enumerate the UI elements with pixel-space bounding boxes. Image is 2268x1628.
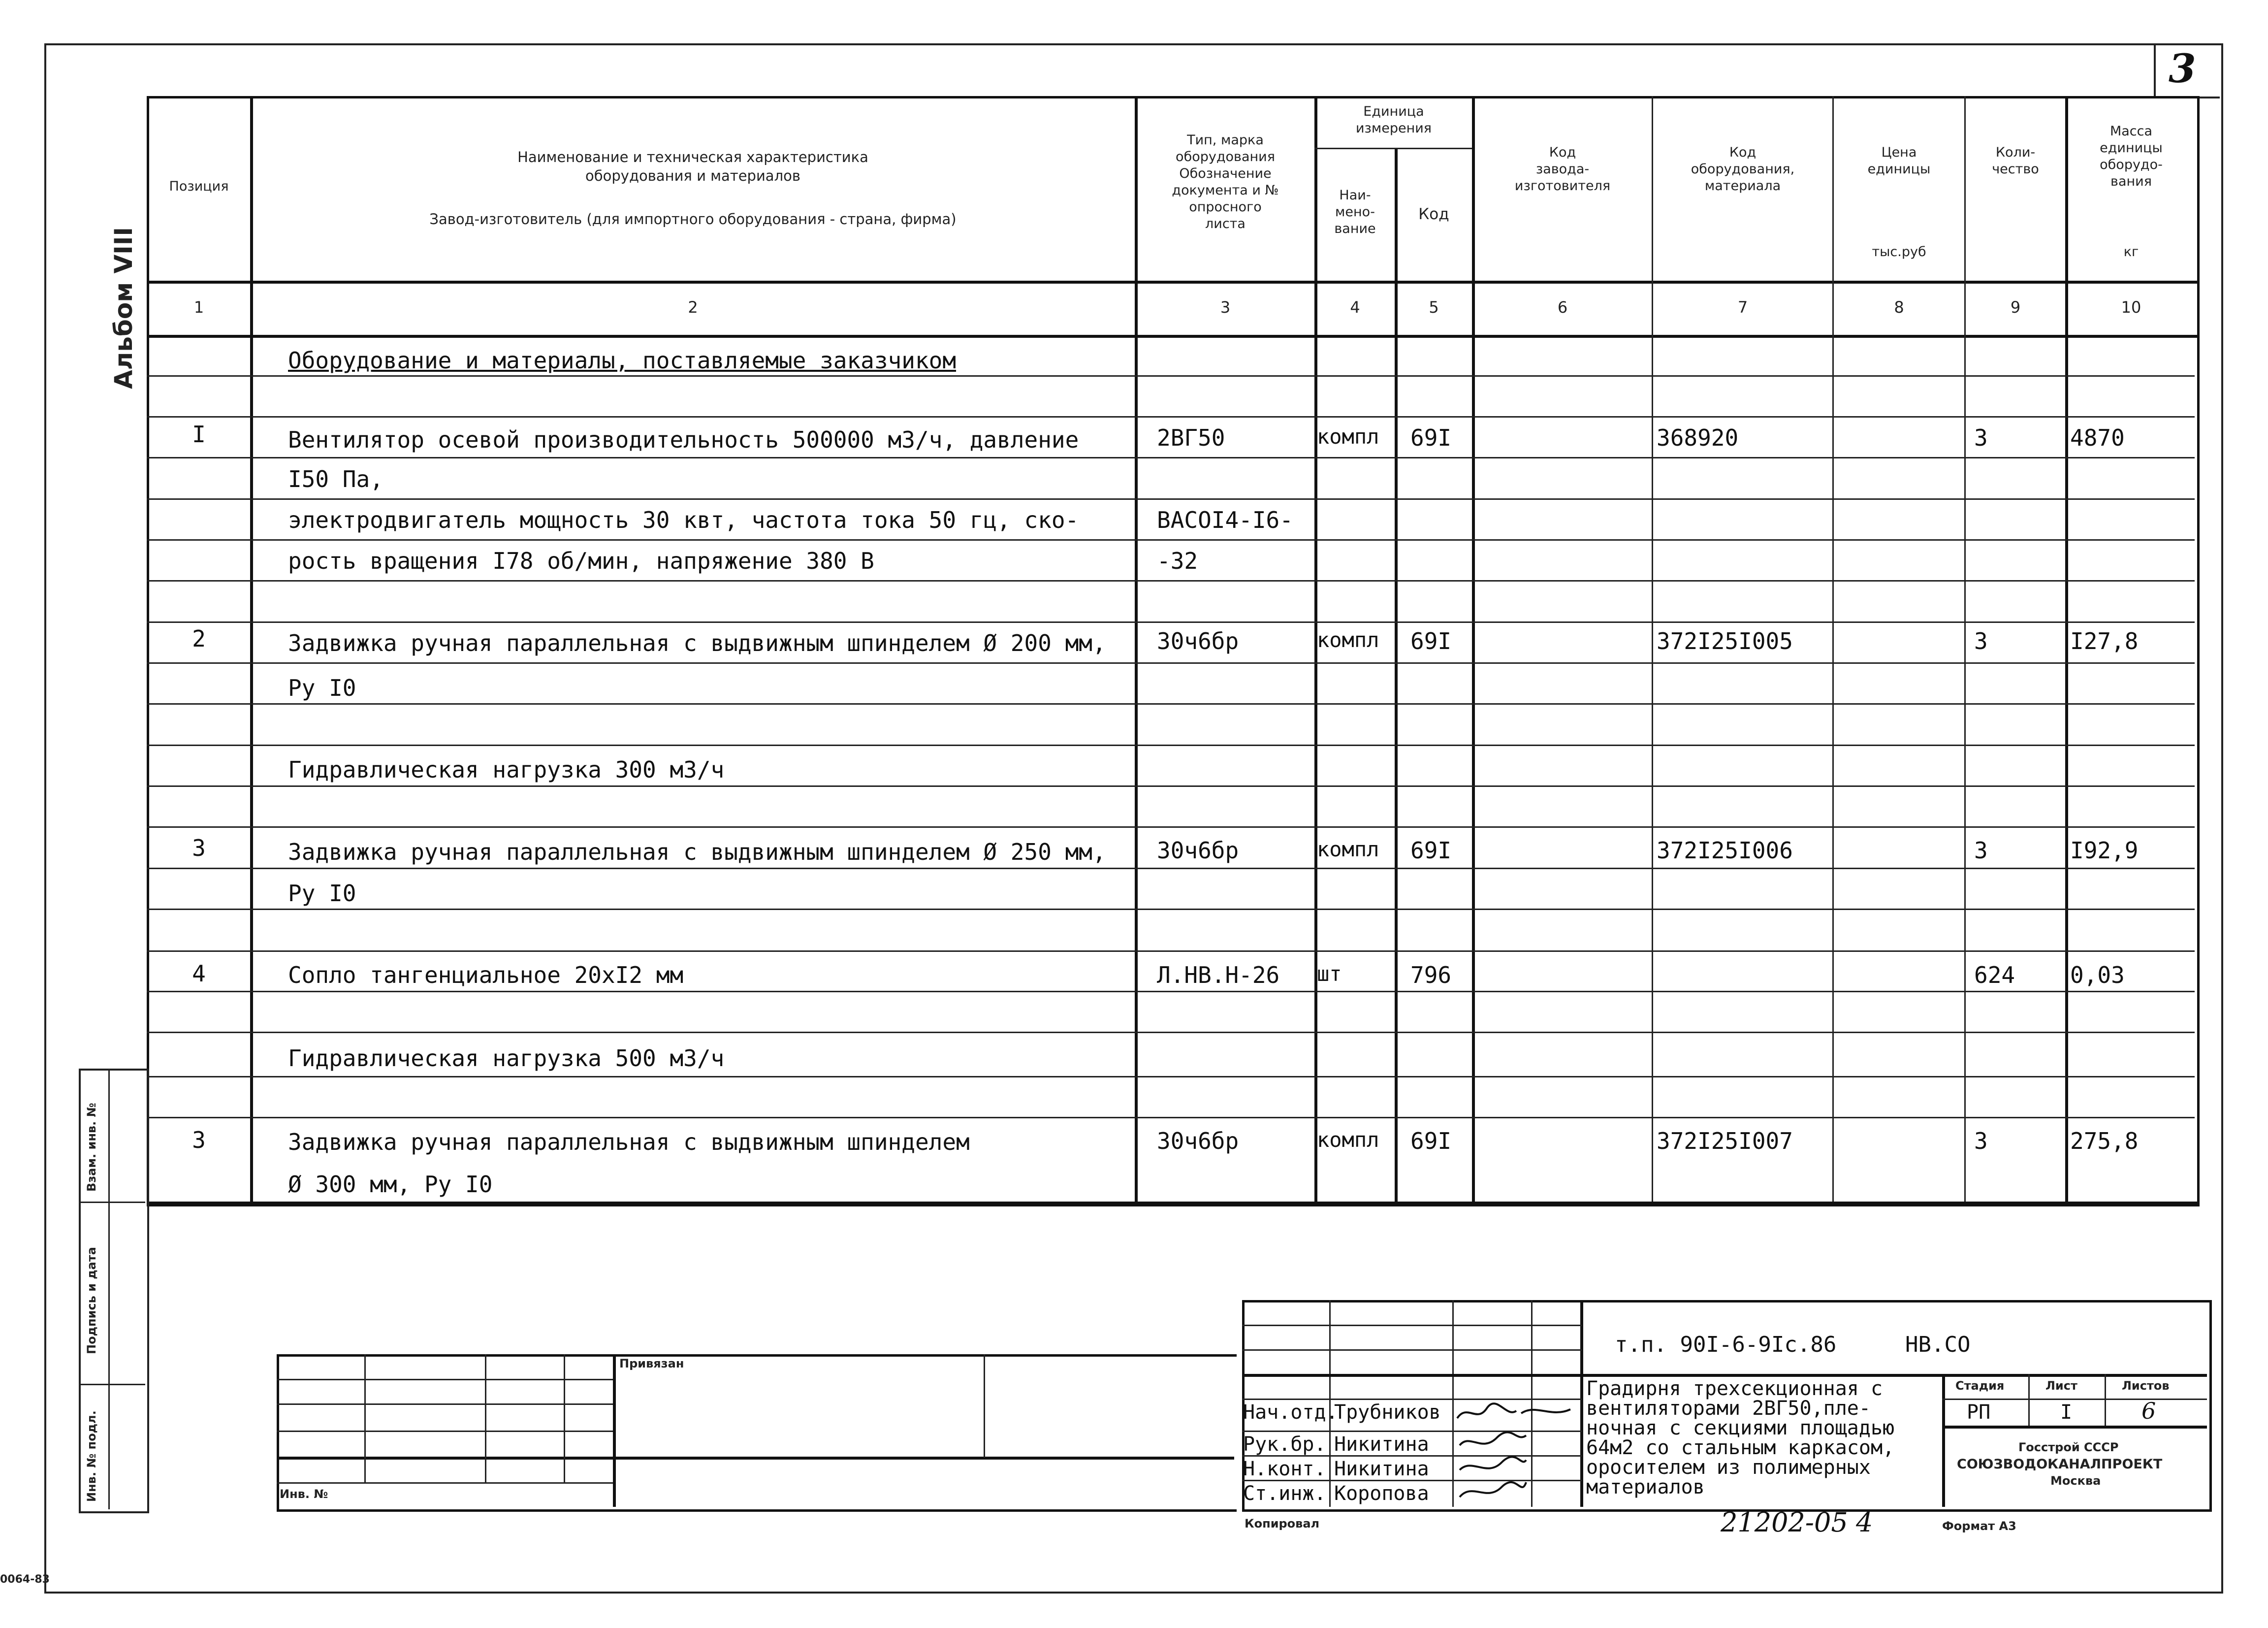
numbers-row-line [147,335,2197,338]
copied-label: Копировал [1245,1517,1320,1530]
row-mass: I92,9 [2070,837,2139,864]
archive-sheet: 4 [1856,1507,1873,1538]
sheets-label: Листов [2122,1379,2170,1393]
row-position: 3 [192,1127,206,1153]
row-name: Ру I0 [288,880,356,907]
row-line [147,703,2195,705]
row-quantity: 3 [1974,837,1988,864]
stage-value: РП [1967,1401,1991,1424]
row-line [147,1117,2195,1118]
binding-block [277,1354,1237,1512]
stamp-row [1242,1374,2207,1377]
sheet-value: I [2060,1401,2073,1424]
binding-line [277,1482,614,1484]
col-line-1 [250,96,253,1204]
row-code: 69I [1410,628,1452,654]
table-bottom-line [147,1202,2197,1205]
row-line [147,868,2195,869]
row-position: 4 [192,960,206,987]
row-type: 30ч6бр [1157,837,1239,864]
row-type: Л.НВ.Н-26 [1157,962,1280,988]
stage-row [1942,1399,2207,1400]
row-type: 2ВГ50 [1157,424,1225,451]
row-equipment-code: 372I25I007 [1657,1128,1793,1154]
row-unit: компл [1317,628,1379,652]
stamp-row [1242,1325,1582,1326]
role-head: Нач.отд. [1243,1401,1338,1424]
header-unit-code: Код [1418,205,1449,223]
name-head: Трубников [1334,1401,1441,1424]
row-equipment-code: 368920 [1657,424,1739,451]
row-name: Сопло тангенциальное 20хI2 мм [288,962,684,988]
corner-code: 0064-83 [0,1573,50,1586]
binding-col [564,1354,565,1482]
row-line [147,416,2195,418]
col-line-5 [1472,96,1475,1204]
left-strip-divider [108,1069,110,1509]
stage-row [1942,1426,2207,1429]
header-name-line1: Наименование и техническая характеристика [517,149,868,165]
role-control: Н.конт. [1243,1458,1326,1480]
col-line-2 [1135,96,1138,1204]
inventory-label: Инв. № подл. [85,1410,98,1502]
header-type: Тип, марка оборудования Обозначение документа и № опросного листа [1172,132,1279,231]
row-type: -32 [1157,548,1198,574]
row-line [147,621,2195,623]
vzam-label: Взам. инв. № [85,1103,98,1192]
album-label: Альбом VIII [109,227,138,389]
header-equipment-code: Код оборудования, материала [1691,145,1795,194]
row-quantity: 624 [1974,962,2015,988]
document-code: т.п. 90I-6-9Iс.86 [1615,1332,1837,1357]
col-line-8 [1964,96,1966,1204]
row-line [147,950,2195,952]
row-equipment-code: 372I25I005 [1657,628,1793,654]
row-code: 69I [1410,1128,1452,1154]
row-position: I [192,421,206,448]
stamp-col [1580,1300,1583,1507]
row-name: Вентилятор осевой производительность 500000 м3/ч, давление [288,426,1079,453]
row-unit: компл [1317,424,1379,449]
signature-date-label: Подпись и дата [85,1247,98,1354]
sheet-label: Лист [2045,1379,2077,1393]
binding-col [485,1354,486,1482]
binding-col [613,1354,616,1507]
row-line [147,745,2195,746]
header-unit-name: Наи- мено- вание [1334,188,1376,236]
signature-scribbles [1452,1399,1580,1507]
row-name: I50 Па, [288,466,383,492]
role-lead: Рук.бр. [1243,1433,1326,1456]
row-line [147,539,2195,541]
archive-number: 21202-05 [1721,1507,1848,1538]
stamp-row [1242,1349,1582,1351]
row-name: Ру I0 [288,675,356,701]
header-mass-unit: кг [2123,244,2139,260]
row-position: 3 [192,835,206,861]
row-line [147,991,2195,992]
row-line [147,375,2195,377]
binding-col [364,1354,366,1482]
row-code: 796 [1410,962,1452,988]
header-position: Позиция [169,179,229,194]
privyazan-label: Привязан [619,1357,684,1370]
col-line-9 [2065,96,2068,1204]
org-line-2: СОЮЗВОДОКАНАЛПРОЕКТ [1957,1457,2163,1472]
row-mass: 4870 [2070,424,2125,451]
row-quantity: 3 [1974,424,1988,451]
role-engineer: Ст.инж. [1243,1482,1326,1505]
row-mass: 0,03 [2070,962,2125,988]
drawing-title: Градирня трехсекционная с вентиляторами 2ВГ50,пле- ночная с секциями площадью 64м2 со стальным каркасом, оросителем из полимерных материалов [1586,1377,1895,1498]
row-name: Задвижка ручная параллельная с выдвижным шпинделем [288,1129,970,1155]
col-number-10: 10 [2121,298,2141,317]
col-number-2: 2 [688,298,698,317]
row-name: Гидравлическая нагрузка 500 м3/ч [288,1045,725,1072]
row-line [147,1076,2195,1077]
header-factory-code: Код завода- изготовителя [1514,145,1611,194]
row-code: 69I [1410,837,1452,864]
row-code: 69I [1410,424,1452,451]
col-number-3: 3 [1220,298,1231,317]
row-line [147,1032,2195,1033]
row-equipment-code: 372I25I006 [1657,837,1793,864]
stage-label: Стадия [1955,1379,2005,1393]
row-mass: 275,8 [2070,1128,2139,1154]
row-name: Ø 300 мм, Ру I0 [288,1171,493,1198]
row-name: Задвижка ручная параллельная с выдвижным шпинделем Ø 200 мм, [288,630,1106,656]
row-name: Гидравлическая нагрузка 300 м3/ч [288,756,725,783]
row-type: 30ч6бр [1157,628,1239,654]
row-line [147,909,2195,910]
name-lead: Никитина [1334,1433,1429,1456]
header-name-line3: Завод-изготовитель (для импортного оборудования - страна, фирма) [429,211,957,228]
col-number-5: 5 [1429,298,1439,317]
header-unit-top: Единица измерения [1355,104,1432,136]
row-quantity: 3 [1974,1128,1988,1154]
section-heading: Оборудование и материалы, поставляемые заказчиком [288,347,957,374]
header-bottom-line [147,281,2197,284]
col-line-6 [1652,96,1653,1204]
row-name: рость вращения I78 об/мин, напряжение 380 В [288,548,874,574]
col-number-9: 9 [2010,298,2021,317]
corner-number: 3 [2169,45,2196,92]
row-line [147,457,2195,458]
row-unit: шт [1317,962,1342,986]
header-name-line2: оборудования и материалов [585,167,800,184]
org-line-1: Госстрой СССР [2018,1440,2119,1454]
row-name: Задвижка ручная параллельная с выдвижным шпинделем Ø 250 мм, [288,839,1106,865]
col-line-7 [1832,96,1834,1204]
org-line-3: Москва [2050,1474,2101,1488]
row-unit: компл [1317,1128,1379,1152]
row-line [147,826,2195,828]
name-control: Никитина [1334,1458,1429,1480]
inventory-number-label: Инв. № [280,1487,328,1501]
name-engineer: Коропова [1334,1482,1429,1505]
header-mass: Масса единицы оборудо- вания [2100,124,2163,189]
format-label: Формат А3 [1942,1519,2016,1533]
row-name: электродвигатель мощность 30 квт, частота тока 50 гц, ско- [288,507,1079,533]
col-number-6: 6 [1557,298,1568,317]
col-number-1: 1 [193,298,204,317]
row-unit: компл [1317,837,1379,861]
binding-line [277,1457,1234,1460]
left-strip-split [79,1384,145,1385]
stage-col [1942,1374,1945,1507]
col-number-7: 7 [1737,298,1748,317]
row-type: ВАСОI4-I6- [1157,507,1293,533]
col-number-4: 4 [1350,298,1360,317]
left-strip-split [79,1202,145,1203]
header-quantity: Коли- чество [1992,145,2039,177]
binding-col [984,1354,985,1458]
unit-header-split [1314,148,1472,149]
header-price: Цена единицы [1867,145,1931,177]
row-mass: I27,8 [2070,628,2139,654]
stage-col [2028,1374,2030,1426]
col-number-8: 8 [1894,298,1904,317]
row-quantity: 3 [1974,628,1988,654]
document-suffix: НВ.СО [1905,1332,1971,1357]
row-line [147,580,2195,582]
sheets-value: 6 [2141,1398,2156,1424]
stage-col [2105,1374,2106,1426]
row-line [147,785,2195,787]
header-price-unit: тыс.руб [1872,244,1926,260]
row-position: 2 [192,625,206,652]
row-line [147,662,2195,664]
row-type: 30ч6бр [1157,1128,1239,1154]
row-line [147,498,2195,500]
